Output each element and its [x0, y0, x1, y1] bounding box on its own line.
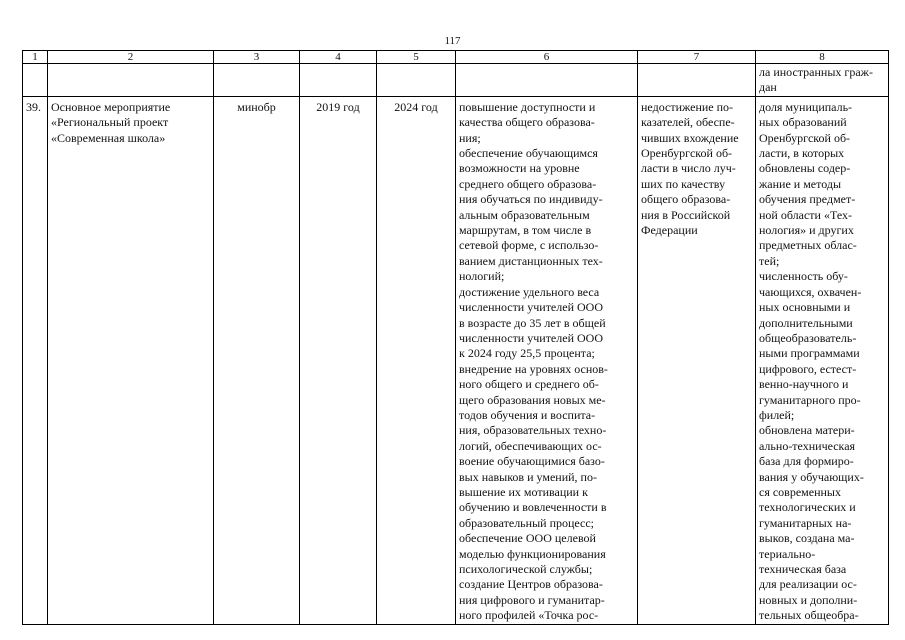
text-line: для реализации ос- [759, 577, 857, 592]
text-line: недостижение по- [641, 99, 734, 114]
text-line: ся современных [759, 484, 841, 499]
text-line: образовательный процесс; [459, 515, 595, 530]
text-line: повышение доступности и [459, 99, 596, 114]
column-number-5: 5 [377, 51, 456, 64]
text-line: сетевой форме, с использо- [459, 238, 599, 253]
text-line: общего образова- [641, 192, 731, 207]
text-line: ного общего и среднего об- [459, 377, 599, 392]
expected-result-text [459, 100, 634, 624]
text-line: численность обу- [759, 269, 848, 284]
column-number-3: 3 [214, 51, 300, 64]
text-line: среднего общего образова- [459, 176, 597, 191]
text-line: ной области «Тех- [759, 207, 852, 222]
carry-cell-7 [638, 64, 756, 97]
carry-cell-2 [48, 64, 214, 97]
text-line: ных основными и [759, 300, 851, 315]
column-number-1: 1 [23, 51, 48, 64]
text-line: база для формиро- [759, 454, 854, 469]
text-line: ласти, в которых [759, 146, 845, 161]
text-line: в возрасте до 35 лет в общей [459, 315, 606, 330]
text-line: ния цифрового и гуманитар- [459, 592, 605, 607]
text-line: внедрение на уровнях основ- [459, 361, 608, 376]
text-line: численности учителей ООО [459, 300, 603, 315]
text-line: тельных общеобра- [759, 608, 859, 623]
text-line: достижение удельного веса [459, 284, 600, 299]
text-line: чивших вхождение [641, 130, 739, 145]
column-number-4: 4 [300, 51, 377, 64]
text-line: щего образования новых ме- [459, 392, 606, 407]
indicators-text [759, 100, 885, 624]
text-line: обновлена матери- [759, 423, 855, 438]
executor: минобр [214, 96, 300, 624]
text-line: вых навыков и умений, по- [459, 469, 597, 484]
text-line: маршрутам, в том числе в [459, 223, 592, 238]
text-line: Федерации [641, 223, 698, 238]
start-year: 2019 год [300, 96, 377, 624]
text-line: обучению и вовлеченности в [459, 500, 607, 515]
non-implementation-consequences [638, 96, 756, 624]
column-number-8: 8 [756, 51, 889, 64]
text-line: гуманитарного про- [759, 392, 861, 407]
row-number: 39. [23, 96, 48, 624]
column-number-2: 2 [48, 51, 214, 64]
text-line: филей; [759, 407, 795, 422]
text-line: ванием дистанционных тех- [459, 253, 603, 268]
text-line: численности учителей ООО [459, 330, 603, 345]
text-line: обновлены содер- [759, 161, 851, 176]
text-line: моделью функционирования [459, 546, 606, 561]
text-line: териально- [759, 546, 816, 561]
text-line: психологической службы; [459, 562, 593, 576]
text-line: ласти в число луч- [641, 161, 736, 176]
text-line: тодов обучения и воспита- [459, 407, 596, 422]
text-line: обеспечение ООО целевой [459, 531, 596, 546]
text-line: альным образовательным [459, 207, 590, 222]
text-line: ших по качеству [641, 176, 726, 191]
text-line: вышение их мотивации к [459, 484, 588, 499]
text-line: ла иностранных граж- [759, 65, 873, 79]
text-line: Оренбургской об- [641, 146, 733, 161]
text-line: казателей, обеспе- [641, 115, 735, 130]
text-line: гуманитарных на- [759, 515, 852, 530]
text-line: дан [759, 80, 777, 95]
text-line: новных и дополни- [759, 592, 858, 607]
column-number-6: 6 [456, 51, 638, 64]
carry-cell-1 [23, 64, 48, 97]
column-number-row [23, 51, 889, 64]
text-line: к 2024 году 25,5 процента; [459, 346, 595, 361]
end-year: 2024 год [377, 96, 456, 624]
text-line: ными программами [759, 346, 860, 361]
text-line: Основное мероприятие [51, 99, 171, 114]
measure-name [48, 96, 214, 624]
measure-name-text [51, 100, 210, 146]
text-line: создание Центров образова- [459, 577, 603, 592]
text-line: ния обучаться по индивиду- [459, 192, 603, 207]
measures-table [22, 50, 889, 625]
page-number: 117 [444, 35, 461, 47]
text-line: предметных облас- [759, 238, 857, 253]
text-line: ния; [459, 130, 481, 145]
text-line: технологических и [759, 500, 856, 515]
carry-cell-6 [456, 64, 638, 97]
carry-cell-4 [300, 64, 377, 97]
text-line: воение обучающимися базо- [459, 454, 605, 469]
text-line: «Современная школа» [51, 130, 166, 145]
carry-over-row [23, 64, 889, 97]
text-line: чающихся, охвачен- [759, 284, 862, 299]
text-line: ния в Российской [641, 207, 731, 222]
text-line: цифрового, естест- [759, 361, 857, 376]
text-line: ного профилей «Точка рос- [459, 608, 599, 623]
text-line: ния, образовательных техно- [459, 423, 607, 438]
related-indicators [756, 96, 889, 624]
text-line: общеобразователь- [759, 330, 857, 345]
text-line: нология» и других [759, 223, 854, 238]
text-line: ально-техническая [759, 438, 856, 453]
carry-over-text [759, 65, 885, 96]
text-line: Оренбургской об- [759, 130, 851, 145]
text-line: тей; [759, 253, 780, 268]
consequences-text [641, 100, 752, 239]
text-line: ных образований [759, 115, 847, 130]
text-line: качества общего образова- [459, 115, 595, 130]
text-line: вания у обучающих- [759, 469, 864, 484]
text-line: жание и методы [759, 176, 842, 191]
text-line: техническая база [759, 562, 847, 576]
text-line: выков, создана ма- [759, 531, 855, 546]
text-line: дополнительными [759, 315, 853, 330]
column-number-7: 7 [638, 51, 756, 64]
text-line: венно-научного и [759, 377, 849, 392]
carry-cell-3 [214, 64, 300, 97]
text-line: доля муниципаль- [759, 99, 853, 114]
carry-cell-5 [377, 64, 456, 97]
expected-result [456, 96, 638, 624]
carry-cell-8 [756, 64, 889, 97]
text-line: «Региональный проект [51, 115, 169, 130]
table-row [23, 96, 889, 624]
text-line: нологий; [459, 269, 505, 284]
text-line: обеспечение обучающимся [459, 146, 598, 161]
text-line: обучения предмет- [759, 192, 856, 207]
text-line: логий, обеспечивающих ос- [459, 438, 602, 453]
text-line: возможности на уровне [459, 161, 580, 176]
